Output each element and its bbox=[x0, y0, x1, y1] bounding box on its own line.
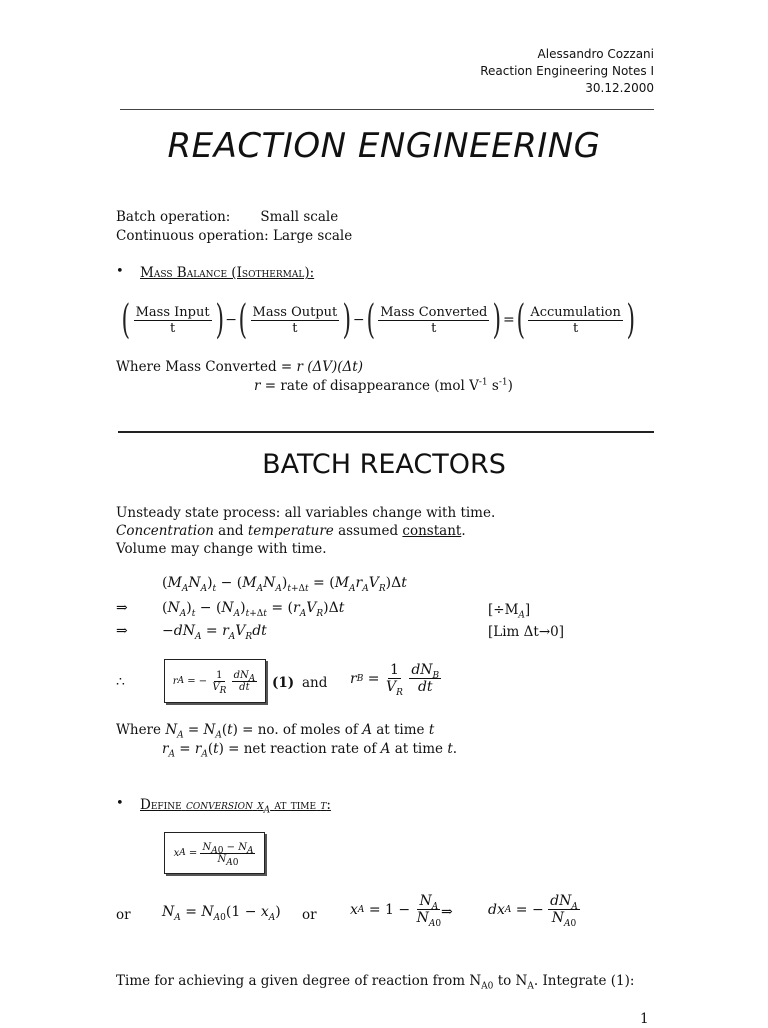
term-mass-converted: Mass Converted bbox=[380, 304, 488, 320]
implies-icon: ⇒ bbox=[116, 623, 128, 639]
bullet-icon: • bbox=[116, 796, 124, 811]
term-mass-output: Mass Output bbox=[252, 304, 338, 320]
note-divide-ma: $[\div M_A]$ bbox=[488, 602, 531, 621]
equation-2: $(N_A)_t - (N_A)_{t+\Delta t} = (r_AV_R)\Delta t$ bbox=[162, 600, 345, 619]
rate-equation-box: r A = − $\frac{1}{V_R}$ $\frac{dN_A}{dt}$ bbox=[164, 659, 266, 703]
course-name: Reaction Engineering Notes I bbox=[480, 64, 654, 78]
section-divider bbox=[118, 431, 654, 433]
page-title: REACTION ENGINEERING bbox=[167, 126, 601, 166]
batch-line-3: Volume may change with time. bbox=[116, 541, 327, 557]
continuous-label: Continuous operation: bbox=[116, 228, 269, 244]
continuous-operation-line bbox=[116, 227, 352, 245]
section-title: BATCH REACTORS bbox=[262, 449, 506, 480]
mass-balance-heading: Mass Balance (Isothermal): bbox=[140, 265, 315, 281]
batch-line-2: Concentration and temperature assumed constant. bbox=[116, 523, 466, 539]
equation-label: (1) bbox=[272, 675, 295, 691]
batch-line-1: Unsteady state process: all variables change with time. bbox=[116, 505, 496, 521]
note-limit: [Lim Δt→0] bbox=[488, 624, 564, 640]
rate-def: r = rate of disappearance (mol $V^{-1}$ $s^{-1}$) bbox=[254, 377, 513, 394]
header-block bbox=[480, 46, 654, 97]
time-text: Time for achieving a given degree of reaction from $N_{A0}$ to $N_A$. Integrate (1): bbox=[116, 973, 635, 992]
batch-value: Small scale bbox=[260, 209, 339, 225]
equation-3: $-dN_A = r_AV_Rdt$ bbox=[162, 623, 267, 642]
equation-1: $(M_AN_A)_t - (M_AN_A)_{t+\Delta t} = (M_Ar_AV_R)\Delta t$ bbox=[162, 575, 407, 594]
mass-converted-def: Where Mass Converted = r (ΔV)(Δt) bbox=[116, 359, 363, 375]
or-text: or bbox=[116, 907, 131, 923]
implies-icon: ⇒ bbox=[116, 600, 128, 616]
mass-balance-equation: ( $\frac{\text{Mass Input}}{t}$ ) − ( $\frac{\text{Mass Output}}{t}$ ) − ( $\frac{\text{Mass Converted}}{t}$ ) = ( $\frac{\text{Accumulation}}{t}$ ) bbox=[121, 297, 635, 343]
header-divider bbox=[120, 109, 654, 110]
page-number: 1 bbox=[640, 1011, 649, 1027]
or-text: or bbox=[302, 907, 317, 923]
term-accumulation: Accumulation bbox=[530, 304, 621, 320]
term-mass-input: Mass Input bbox=[135, 304, 210, 320]
bullet-icon: • bbox=[116, 264, 124, 279]
conversion-box: x A = $\frac{N_{A0} - N_A}{N_{A0}}$ bbox=[164, 832, 265, 874]
therefore-icon: ∴ bbox=[116, 674, 125, 690]
batch-label: Batch operation: bbox=[116, 209, 231, 225]
xa-eq: x A = 1 − $\frac{N_A}{N_{A0}}$ bbox=[350, 893, 442, 929]
na-conversion-eq: $N_A = N_{A0}(1 - x_A)$ bbox=[162, 904, 281, 923]
implies-icon: ⇒ bbox=[441, 904, 453, 920]
batch-operation-line bbox=[116, 208, 338, 226]
date: 30.12.2000 bbox=[585, 81, 654, 95]
rate-b-equation: r B = $\frac{1}{V_R}$ $\frac{dN_B}{dt}$ bbox=[350, 662, 440, 698]
define-conversion-heading: Define conversion $x_A$ at time t: bbox=[140, 797, 331, 816]
dxa-eq: dx A = − $\frac{dN_A}{N_{A0}}$ bbox=[488, 893, 578, 929]
and-text: and bbox=[302, 675, 328, 691]
author: Alessandro Cozzani bbox=[537, 47, 654, 61]
continuous-value: Large scale bbox=[273, 228, 353, 244]
na-definition: Where $N_A = N_A(t)$ = no. of moles of A at time t bbox=[116, 722, 435, 741]
ra-definition: $r_A = r_A(t)$ = net reaction rate of A at time t. bbox=[162, 741, 458, 760]
